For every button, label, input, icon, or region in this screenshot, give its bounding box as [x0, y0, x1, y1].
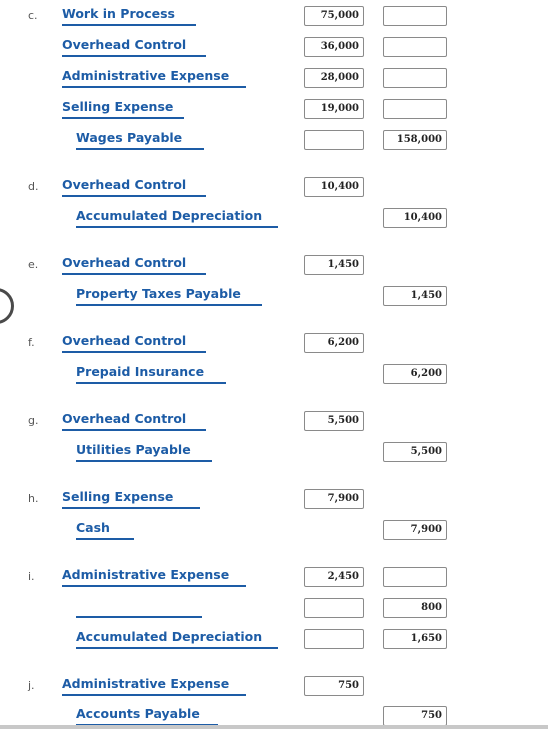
account-field[interactable]: Accounts Payable: [76, 706, 218, 726]
entry-c-line-4: [0, 99, 548, 125]
debit-input[interactable]: [304, 130, 364, 150]
entry-letter: h.: [28, 492, 39, 505]
entry-i-line-2: [0, 598, 548, 624]
credit-input[interactable]: 1,450: [383, 286, 447, 306]
credit-input[interactable]: [383, 37, 447, 57]
credit-input[interactable]: 158,000: [383, 130, 447, 150]
account-field[interactable]: Administrative Expense: [62, 676, 246, 696]
debit-input[interactable]: 6,200: [304, 333, 364, 353]
account-field[interactable]: Overhead Control: [62, 37, 206, 57]
credit-input[interactable]: 7,900: [383, 520, 447, 540]
entry-letter: i.: [28, 570, 35, 583]
account-field[interactable]: Selling Expense: [62, 99, 184, 119]
entry-i-line-1: [0, 567, 548, 593]
account-field[interactable]: Prepaid Insurance: [76, 364, 226, 384]
account-field[interactable]: Selling Expense: [62, 489, 200, 509]
entry-letter: f.: [28, 336, 35, 349]
entry-d-line-1: [0, 177, 548, 203]
debit-input[interactable]: 28,000: [304, 68, 364, 88]
account-field[interactable]: Overhead Control: [62, 255, 206, 275]
entry-letter: j.: [28, 679, 35, 692]
debit-input[interactable]: 36,000: [304, 37, 364, 57]
account-field[interactable]: Accumulated Depreciation: [76, 629, 278, 649]
debit-input[interactable]: [304, 629, 364, 649]
credit-input[interactable]: 750: [383, 706, 447, 726]
account-field[interactable]: Administrative Expense: [62, 567, 246, 587]
debit-input[interactable]: 2,450: [304, 567, 364, 587]
account-field[interactable]: Overhead Control: [62, 177, 206, 197]
credit-input[interactable]: 10,400: [383, 208, 447, 228]
entry-g-line-1: [0, 411, 548, 437]
account-field[interactable]: Overhead Control: [62, 333, 206, 353]
account-field[interactable]: Cash: [76, 520, 134, 540]
credit-input[interactable]: 5,500: [383, 442, 447, 462]
credit-input[interactable]: [383, 567, 447, 587]
account-field[interactable]: Overhead Control: [62, 411, 206, 431]
debit-input[interactable]: 19,000: [304, 99, 364, 119]
entry-e-line-2: [0, 286, 548, 312]
entry-c-line-5: [0, 130, 548, 156]
entry-c-line-3: [0, 68, 548, 94]
entry-e-line-1: [0, 255, 548, 281]
account-field[interactable]: Utilities Payable: [76, 442, 212, 462]
entry-i-line-3: [0, 629, 548, 655]
account-field[interactable]: Property Taxes Payable: [76, 286, 262, 306]
credit-input[interactable]: [383, 68, 447, 88]
debit-input[interactable]: [304, 598, 364, 618]
entry-letter: e.: [28, 258, 39, 271]
entry-j-line-1: [0, 676, 548, 702]
account-field[interactable]: Administrative Expense: [62, 68, 246, 88]
credit-input[interactable]: 800: [383, 598, 447, 618]
entry-c-line-1: [0, 6, 548, 32]
entry-f-line-2: [0, 364, 548, 390]
account-field[interactable]: Work in Process: [62, 6, 196, 26]
debit-input[interactable]: 10,400: [304, 177, 364, 197]
account-field[interactable]: Accumulated Depreciation: [76, 208, 278, 228]
entry-letter: d.: [28, 180, 39, 193]
debit-input[interactable]: 750: [304, 676, 364, 696]
account-field[interactable]: [76, 598, 202, 618]
credit-input[interactable]: 6,200: [383, 364, 447, 384]
credit-input[interactable]: [383, 99, 447, 119]
entry-g-line-2: [0, 442, 548, 468]
entry-f-line-1: [0, 333, 548, 359]
credit-input[interactable]: 1,650: [383, 629, 447, 649]
debit-input[interactable]: 5,500: [304, 411, 364, 431]
debit-input[interactable]: 75,000: [304, 6, 364, 26]
entry-d-line-2: [0, 208, 548, 234]
entry-h-line-2: [0, 520, 548, 546]
entry-letter: g.: [28, 414, 39, 427]
debit-input[interactable]: 7,900: [304, 489, 364, 509]
credit-input[interactable]: [383, 6, 447, 26]
scroll-edge-divider: [0, 725, 548, 729]
account-field[interactable]: Wages Payable: [76, 130, 204, 150]
debit-input[interactable]: 1,450: [304, 255, 364, 275]
entry-c-line-2: [0, 37, 548, 63]
entry-letter: c.: [28, 9, 38, 22]
entry-h-line-1: [0, 489, 548, 515]
